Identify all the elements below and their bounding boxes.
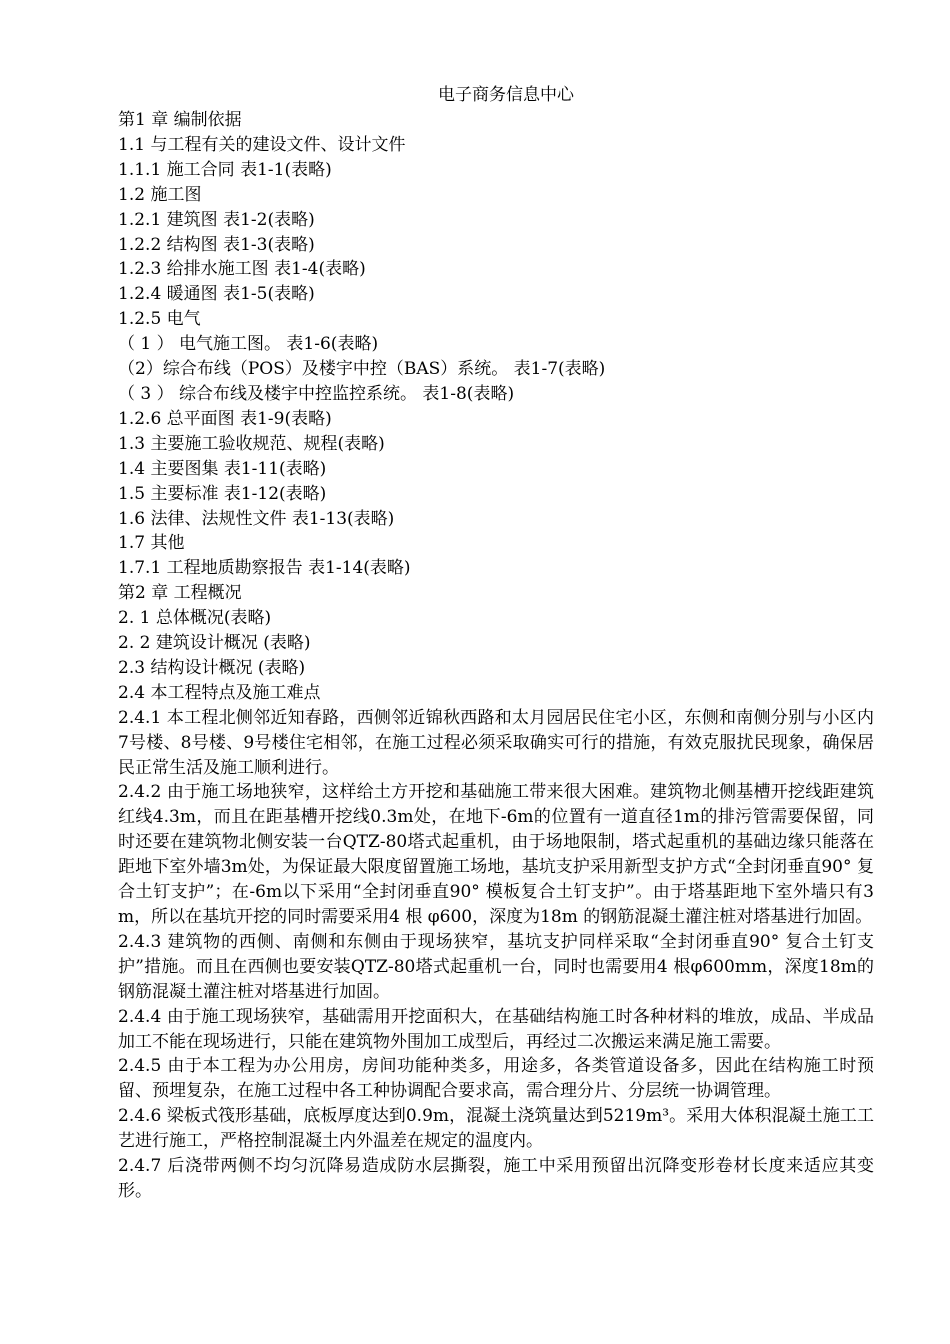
item-1-2-1: 1.2.1 建筑图 表1-2(表略)	[118, 209, 315, 230]
item-1-2-6: 1.2.6 总平面图 表1-9(表略)	[118, 408, 332, 429]
item-1-2-3: 1.2.3 给排水施工图 表1-4(表略)	[118, 259, 366, 280]
item-electrical-1: （ 1 ） 电气施工图。 表1-6(表略)	[118, 334, 379, 355]
document-title: 电子商务信息中心	[438, 85, 574, 105]
item-1-2-5: 1.2.5 电气	[118, 309, 201, 330]
heading-1-7: 1.7 其他	[118, 533, 185, 554]
paragraph-2-4-7: 2.4.7 后浇带两侧不均匀沉降易造成防水层撕裂，施工中采用预留出沉降变形卷材长度来适应其变形。	[118, 1156, 874, 1201]
heading-2-3: 2.3 结构设计概况 (表略)	[118, 657, 306, 678]
paragraph-2-4-3: 2.4.3 建筑物的西侧、南侧和东侧由于现场狭窄，基坑支护同样采取“全封闭垂直90° 复合土钉支护”措施。而且在西侧也要安装QTZ-80塔式起重机一台，同时也需要用4 根φ600mm，深度18m的钢筋混凝土灌注桩对塔基进行加固。	[118, 931, 874, 1002]
heading-1-2: 1.2 施工图	[118, 184, 202, 205]
item-1-1-1: 1.1.1 施工合同 表1-1(表略)	[118, 159, 332, 180]
paragraph-2-4-6: 2.4.6 梁板式筏形基础，底板厚度达到0.9m，混凝土浇筑量达到5219m³。采用大体积混凝土施工工艺进行施工，严格控制混凝土内外温差在规定的温度内。	[118, 1106, 874, 1152]
paragraph-2-4-4: 2.4.4 由于施工现场狭窄，基础需用开挖面积大，在基础结构施工时各种材料的堆放，成品、半成品加工不能在现场进行，只能在建筑物外围加工成型后，再经过二次搬运来满足施工需要。	[118, 1006, 874, 1052]
heading-1-1: 1.1 与工程有关的建设文件、设计文件	[118, 134, 406, 155]
heading-1-5: 1.5 主要标准 表1-12(表略)	[118, 483, 327, 504]
paragraph-2-4-5: 2.4.5 由于本工程为办公用房，房间功能种类多，用途多，各类管道设备多，因此在结构施工时预留、预埋复杂，在施工过程中各工种协调配合要求高，需合理分片、分层统一协调管理。	[118, 1056, 874, 1102]
heading-chapter-2: 第2 章 工程概况	[118, 583, 242, 604]
heading-2-2: 2. 2 建筑设计概况 (表略)	[118, 633, 311, 654]
paragraph-2-4-2: 2.4.2 由于施工场地狭窄，这样给土方开挖和基础施工带来很大困难。建筑物北侧基槽开挖线距建筑红线4.3m，而且在距基槽开挖线0.3m处，在地下-6m的位置有一道直径1m的排污管需要保留，同时还要在建筑物北侧安装一台QTZ-80塔式起重机，由于场地限制，塔式起重机的基础边缘只能落在距地下室外墙3m处，为保证最大限度留置施工场地，基坑支护采用新型支护方式“全封闭垂直90° 复合土钉支护”；在-6m以下采用“全封闭垂直90° 模板复合土钉支护”。由于塔基距地下室外墙只有3m，所以在基坑开挖的同时需要采用4 根 φ600，深度为18m 的钢筋混凝土灌注桩对塔基进行加固。	[118, 782, 874, 927]
item-1-2-4: 1.2.4 暖通图 表1-5(表略)	[118, 284, 315, 305]
item-electrical-3: （ 3 ） 综合布线及楼宇中控监控系统。 表1-8(表略)	[118, 383, 515, 404]
heading-2-4: 2.4 本工程特点及施工难点	[118, 682, 321, 703]
document-page	[118, 82, 874, 1204]
heading-1-4: 1.4 主要图集 表1-11(表略)	[118, 458, 327, 479]
heading-2-1: 2. 1 总体概况(表略)	[118, 608, 272, 629]
heading-chapter-1: 第1 章 编制依据	[118, 110, 242, 130]
heading-1-6: 1.6 法律、法规性文件 表1-13(表略)	[118, 508, 395, 529]
item-1-2-2: 1.2.2 结构图 表1-3(表略)	[118, 234, 315, 255]
item-electrical-2: （2）综合布线（POS）及楼宇中控（BAS）系统。 表1-7(表略)	[118, 359, 606, 380]
paragraph-2-4-1: 2.4.1 本工程北侧邻近知春路，西侧邻近锦秋西路和太月园居民住宅小区，东侧和南侧分别与小区内7号楼、8号楼、9号楼住宅相邻，在施工过程必须采取确实可行的措施，有效克服扰民现象，确保居民正常生活及施工顺利进行。	[118, 707, 874, 778]
item-1-7-1: 1.7.1 工程地质勘察报告 表1-14(表略)	[118, 558, 411, 579]
heading-1-3: 1.3 主要施工验收规范、规程(表略)	[118, 433, 385, 454]
